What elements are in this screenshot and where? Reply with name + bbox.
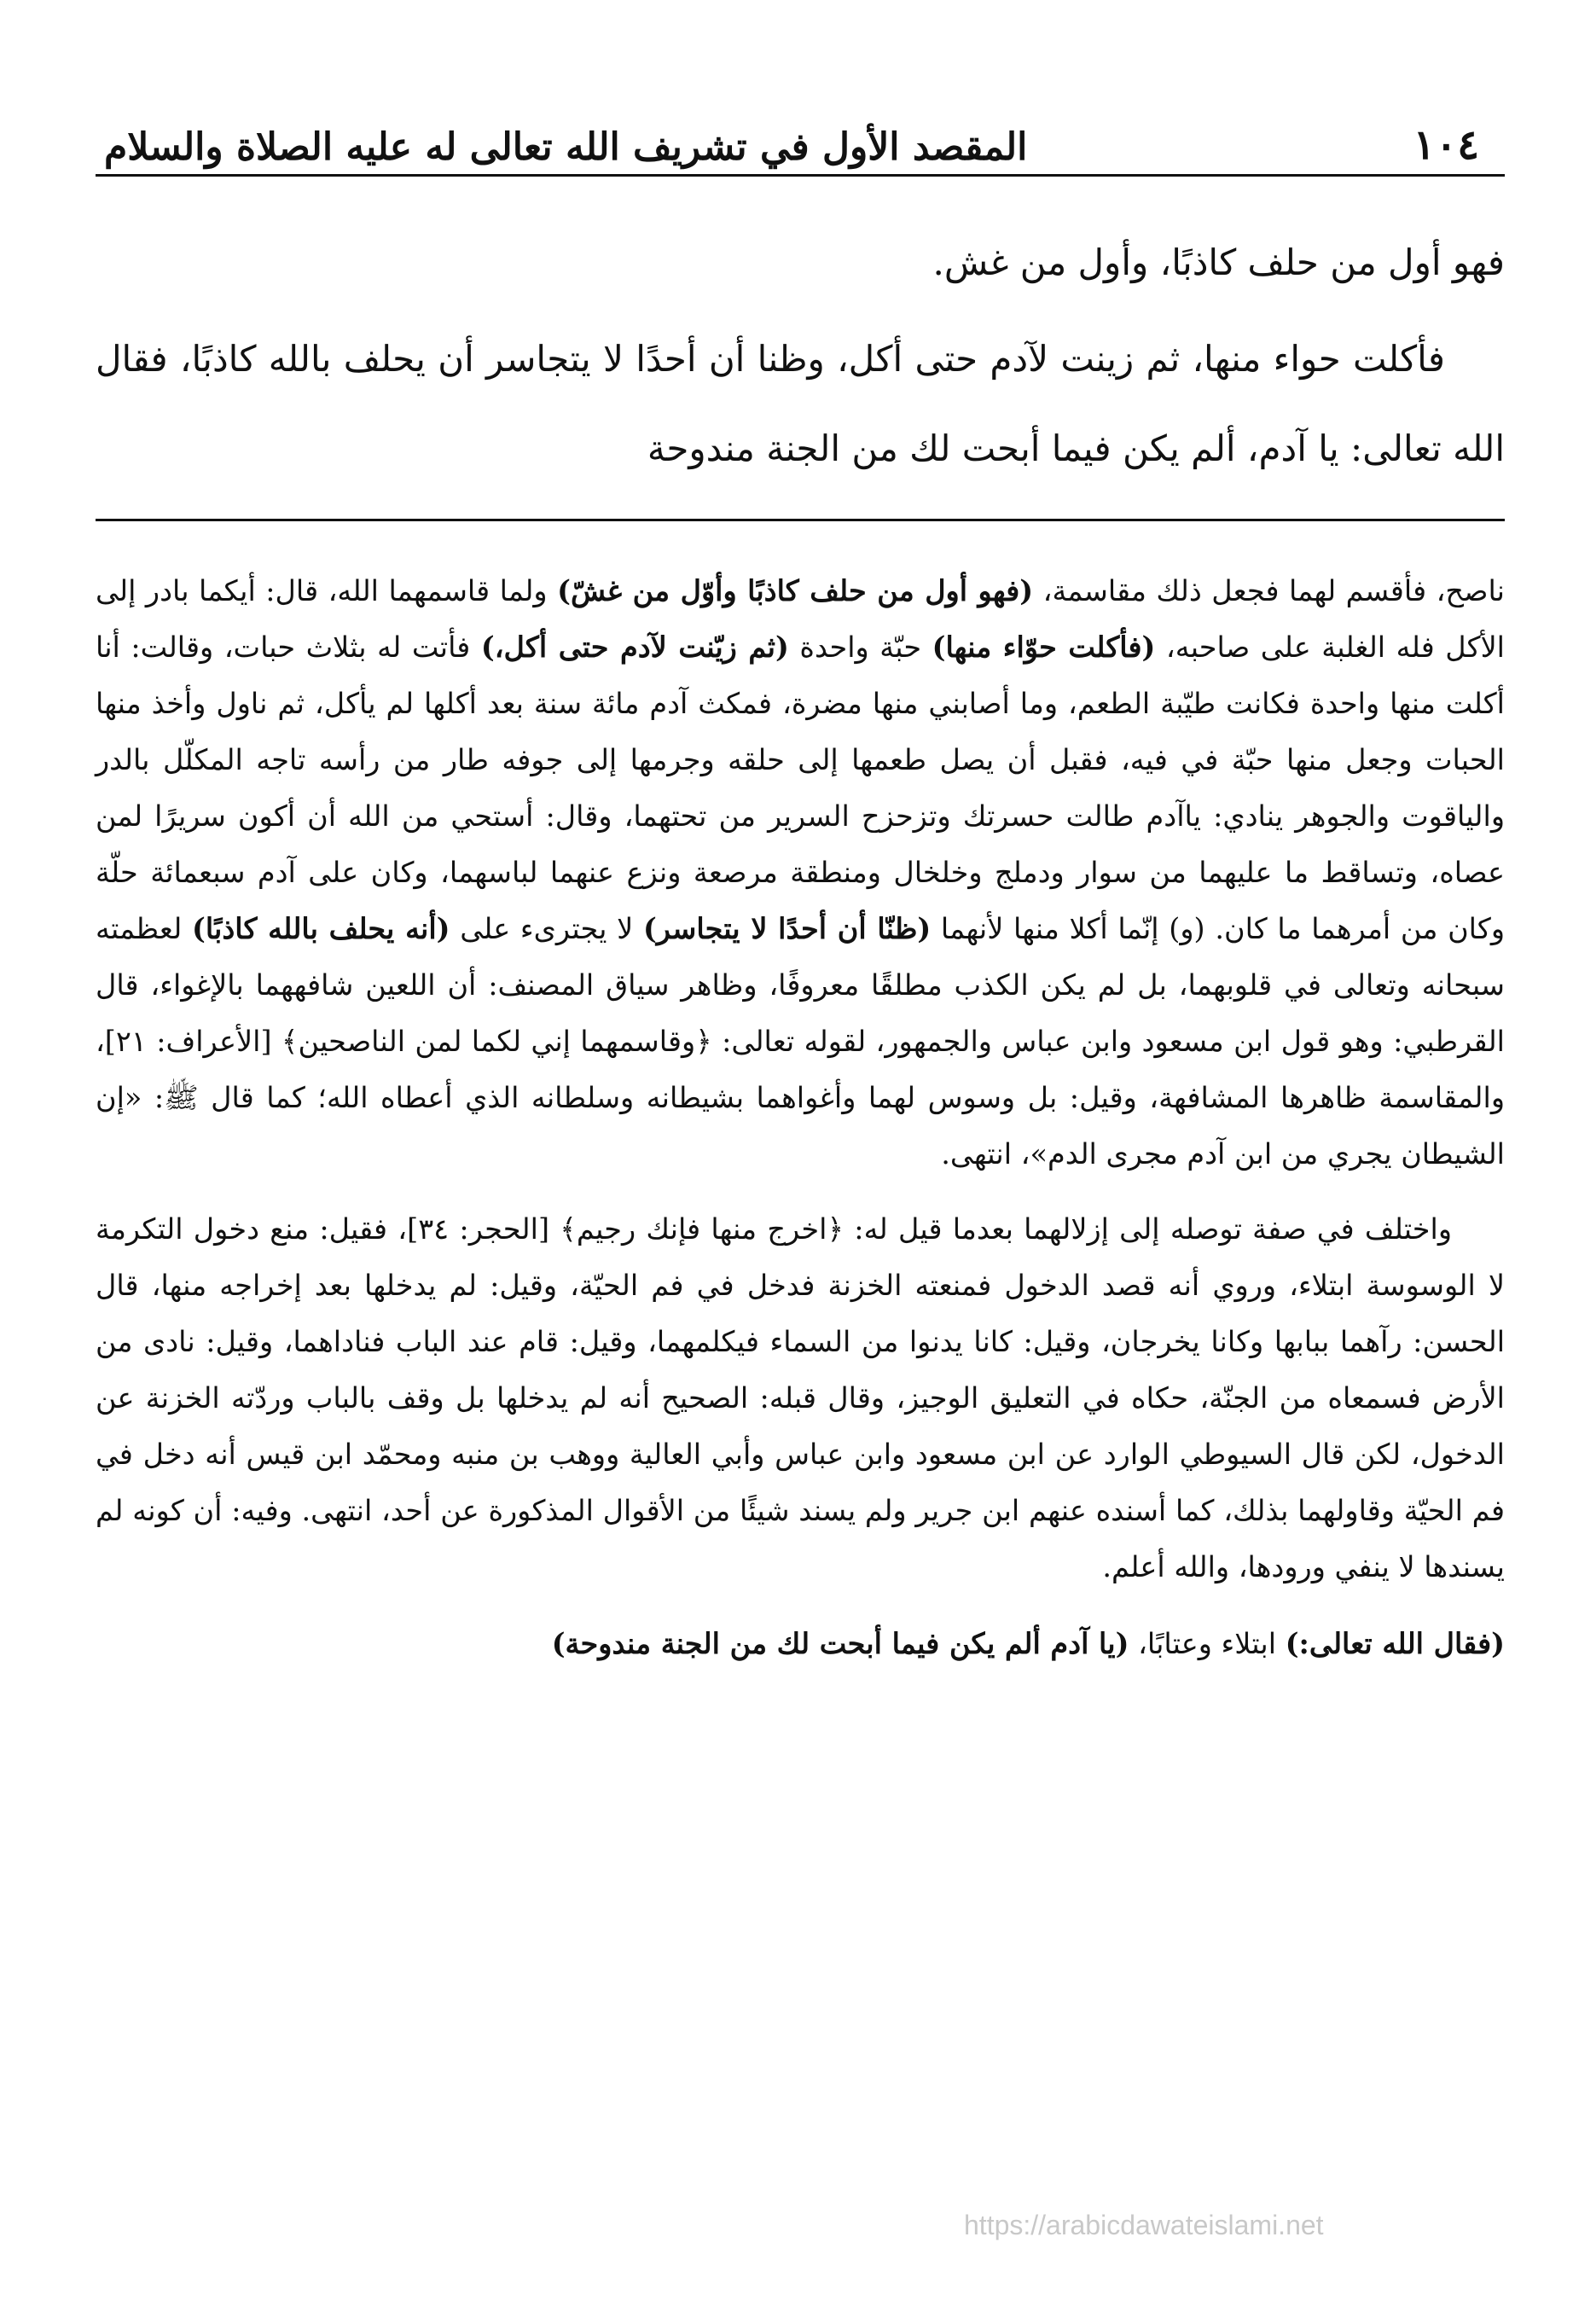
commentary-paragraph-3 — [96, 1616, 1505, 1672]
main-text — [96, 218, 1505, 493]
header-title: المقصد الأول في تشريف الله تعالى له عليه الصلاة والسلام — [104, 125, 1028, 169]
commentary-text-run: ولما قاسمهما الله، قال: أيكما بادر إلى الأكل فله الغلبة على صاحبه، — [96, 574, 1505, 664]
quoted-main-text: (فأكلت حوّاء منها) — [932, 630, 1156, 664]
commentary-text — [96, 563, 1505, 1672]
quoted-main-text: (ثم زيّنت لآدم حتى أكل،) — [480, 630, 789, 664]
main-paragraph-2: فأكلت حواء منها، ثم زينت لآدم حتى أكل، وظنا أن أحدًا لا يتجاسر أن يحلف بالله كاذبًا، فقال الله تعالى: يا آدم، ألم يكن فيما أبحت لك من الجنة مندوحة — [96, 338, 1505, 469]
commentary-text-run: فأتت له بثلاث حبات، وقالت: أنا أكلت منها واحدة فكانت طيّبة الطعم، وما أصابني منها مضرة، فمكث آدم مائة سنة بعد أكلها لم يأكل، ثم ناول وأخذ منها الحبات وجعل منها حبّة في فيه، فقبل أن يصل طعمها إلى حلقه وجرمها إلى جوفه طار من رأسه تاجه المكلّل بالدر والياقوت والجوهر ينادي: ياآدم طالت حسرتك وتزحزح السرير من تحتهما، وقال: أستحي من الله أن أكون سريرًا لمن عصاه، وتساقط ما عليهما من سوار ودملج وخلخال ومنطقة مرصعة ونزع عنهما لباسهما، وكان على آدم سبعمائة حلّة وكان من أمرهما ما كان. (و) إنّما أكلا منها لأنهما — [96, 630, 1506, 945]
commentary-text-run: لعظمته سبحانه وتعالى في قلوبهما، بل لم يكن الكذب مطلقًا معروفًا، وظاهر سياق المصنف: أن اللعين شافههما بالإغواء، قال القرطبي: وهو قول ابن مسعود وابن عباس والجمهور، لقوله تعالى: ﴿وقاسمهما إني لكما لمن الناصحين﴾ [الأعراف: ٢١]، والمقاسمة ظاهرها المشافهة، وقيل: بل وسوس لهما وأغواهما بشيطانه وسلطانه الذي أعطاه الله؛ كما قال ﷺ: «إن الشيطان يجري من ابن آدم مجرى الدم»، انتهى. — [96, 912, 1505, 1171]
main-paragraph-1: فهو أول من حلف كاذبًا، وأول من غش. — [932, 241, 1505, 283]
commentary-text-run: ناصح، فأقسم لهما فجعل ذلك مقاسمة، — [1033, 574, 1505, 607]
commentary-text-run: لا يجترىء على — [450, 912, 643, 945]
quoted-main-text: (فقال الله تعالى:) — [1285, 1627, 1505, 1660]
header-rule — [96, 174, 1505, 177]
commentary-paragraph-2: واختلف في صفة توصله إلى إزلالهما بعدما قيل له: ﴿اخرج منها فإنك رجيم﴾ [الحجر: ٣٤]، فقيل: منع دخول التكرمة لا الوسوسة ابتلاء، وروي أنه قصد الدخول فمنعته الخزنة فدخل في فم الحيّة، وقيل: لم يدخلها بعد إخراجه منها، قال الحسن: رآهما ببابها وكانا يخرجان، وقيل: كانا يدنوا من السماء فيكلمهما، وقيل: قام عند الباب فناداهما، وقيل: نادى من الأرض فسمعاه من الجنّة، حكاه في التعليق الوجيز، وقال قبله: الصحيح أنه لم يدخلها بل وقف بالباب وردّته الخزنة عن الدخول، لكن قال السيوطي الوارد عن ابن مسعود وابن عباس وأبي العالية ووهب بن منبه ومحمّد ابن قيس أنه دخل في فم الحيّة وقاولهما بذلك، كما أسنده عنهم ابن جرير ولم يسند شيئًا من الأقوال المذكورة عن أحد، انتهى. وفيه: أن كونه لم يسندها لا ينفي ورودها، والله أعلم. — [96, 1212, 1505, 1583]
page-number: ١٠٤ — [1413, 121, 1479, 169]
running-header — [96, 101, 1505, 169]
commentary-paragraph-1 — [96, 563, 1505, 1182]
quoted-main-text: (يا آدم ألم يكن فيما أبحت لك من الجنة مندوحة) — [551, 1627, 1129, 1660]
commentary-text-run: حبّة واحدة — [788, 630, 932, 664]
watermark: https://arabicdawateislami.net — [964, 2210, 1324, 2240]
commentary-text-run: ابتلاء وعتابًا، — [1129, 1627, 1286, 1660]
quoted-main-text: (ظنّا أن أحدًا لا يتجاسر) — [642, 912, 932, 945]
quoted-main-text: (أنه يحلف بالله كاذبًا) — [191, 912, 450, 945]
quoted-main-text: (فهو أول من حلف كاذبًا وأوّل من غشّ) — [557, 574, 1034, 607]
text-commentary-divider — [96, 519, 1505, 521]
